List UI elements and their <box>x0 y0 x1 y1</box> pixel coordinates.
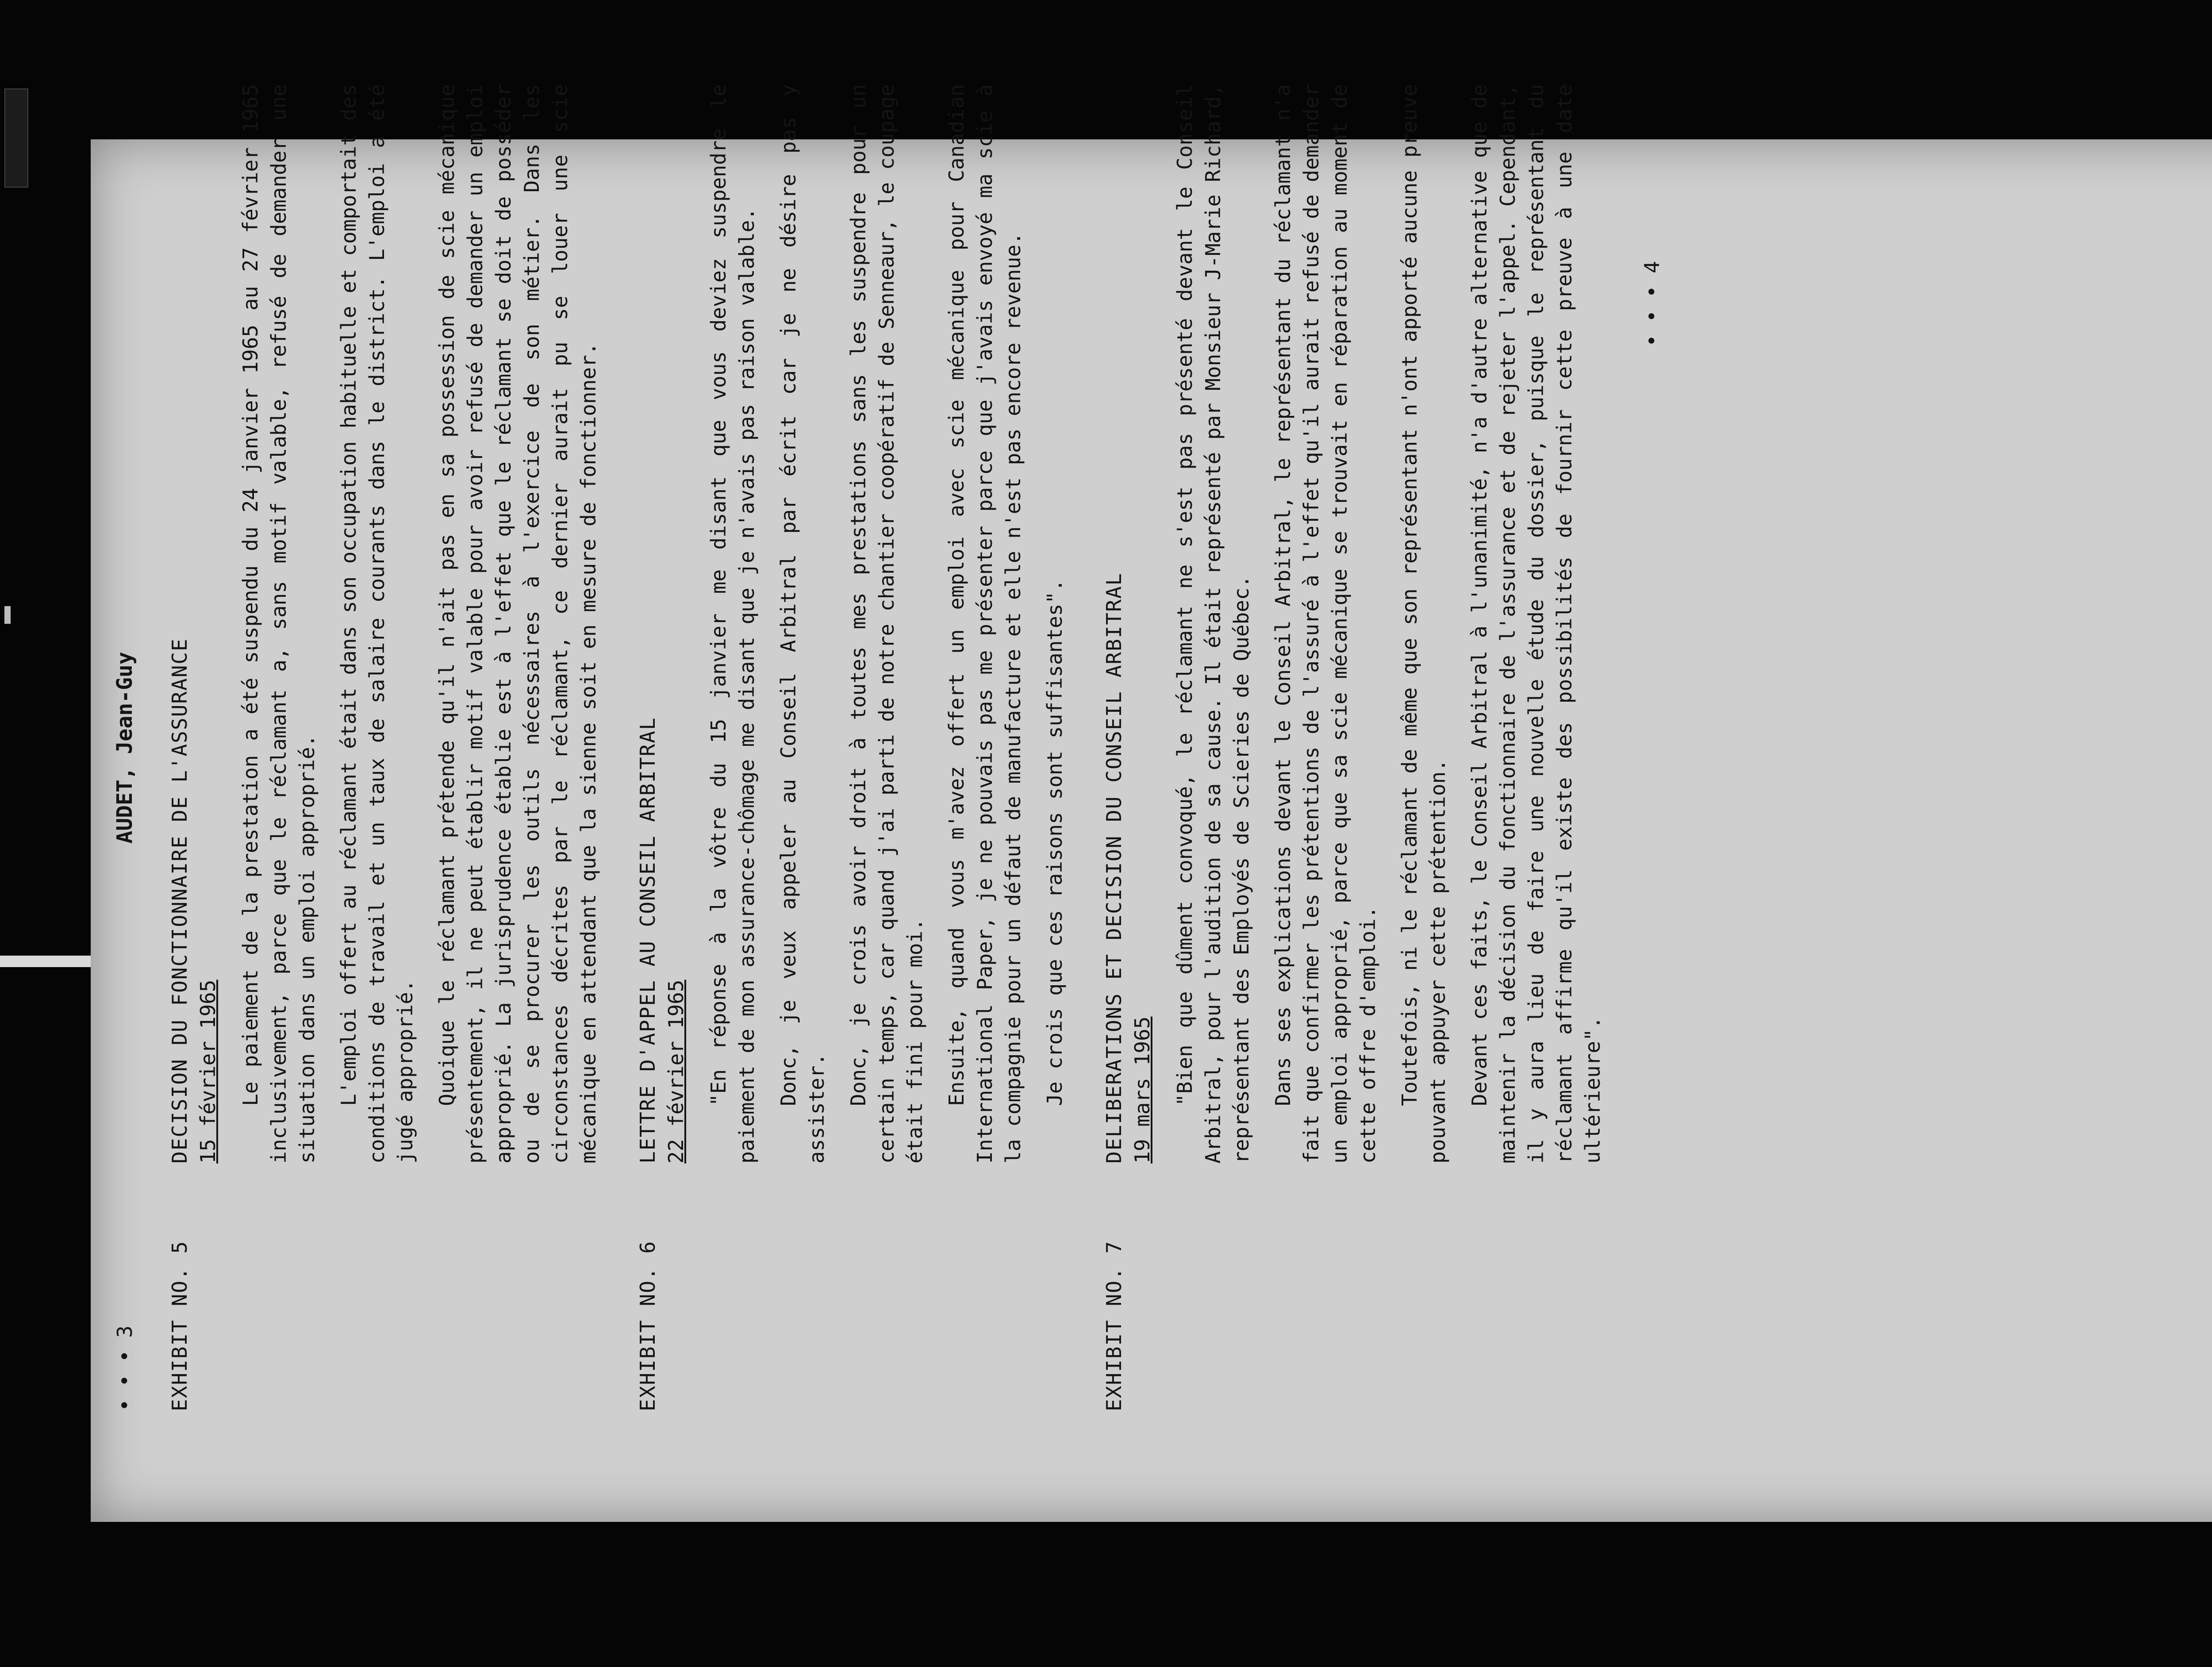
exhibit-label: EXHIBIT NO. 6 <box>636 1240 660 1411</box>
rotated-text-block <box>111 84 2212 1411</box>
exhibit-heading: DELIBERATIONS ET DECISION DU CONSEIL ARBITRAL <box>1102 572 1126 1164</box>
exhibit-body <box>1100 84 1620 1164</box>
paragraph: Quoique le réclamant prétende qu'il n'ait pas en sa possession de scie mécanique présentement, il ne peut établir motif valable pour avoir refusé de demander un emploi approprié. La jurisprudence établie est à l'effet que le réclamant se doit de posséder ou de se procurer les outils nécessaires à l'exercice de son métier. Dans les circonstances décrites par le réclamant, ce dernier aurait pu se louer une scie mécanique en attendant que la sienne soit en mesure de fonctionner. <box>435 84 600 1164</box>
exhibit-label: EXHIBIT NO. 5 <box>168 1240 192 1411</box>
paragraph: Ensuite, quand vous m'avez offert un emploi avec scie mécanique pour Canadian International Paper, je ne pouvais pas me présenter parce que j'avais envoyé ma scie à la compagnie pour un défaut de manufacture et elle n'est pas encore revenue. <box>945 84 1025 1164</box>
exhibit-date: 15 février 1965 <box>196 979 220 1164</box>
exhibit-heading: LETTRE D'APPEL AU CONSEIL ARBITRAL <box>636 717 660 1164</box>
paragraph: "En réponse à la vôtre du 15 janvier me disant que vous deviez suspendre le paiement de mon assurance-chômage me disant que je n'avais pas raison valable. <box>707 84 759 1164</box>
paragraph: Donc, je veux appeler au Conseil Arbitral par écrit car je ne désire pas y assister. <box>776 84 829 1164</box>
page-number: • • • 3 <box>113 1325 137 1411</box>
exhibit-date: 19 mars 1965 <box>1130 1016 1154 1164</box>
header <box>111 84 139 1411</box>
paragraph: "Bien que dûment convoqué, le réclamant ne s'est pas présenté devant le Conseil Arbitral, pour l'audition de sa cause. Il était représenté par Monsieur J-Marie Richard, représentant des Employés de Scieries de Québec. <box>1173 84 1253 1164</box>
exhibit-5 <box>165 84 616 1411</box>
film-stripe-left <box>0 956 106 967</box>
exhibit-6 <box>634 84 1082 1411</box>
paragraph: Je crois que ces raisons sont suffisantes". <box>1043 579 1067 1106</box>
paragraph: Le paiement de la prestation a été suspendu du 24 janvier 1965 au 27 février 1965 inclusivement, parce que le réclamant a, sans motif valable, refusé de demander une situation dans un emploi approprié. <box>238 84 319 1164</box>
paragraph: L'emploi offert au réclamant était dans son occupation habituelle et comportait des conditions de travail et un taux de salaire courants dans le district. L'emploi a été jugé approprié. <box>337 84 417 1164</box>
exhibit-date: 22 février 1965 <box>664 979 688 1164</box>
exhibit-heading: DECISION DU FONCTIONNAIRE DE L'ASSURANCE <box>168 638 192 1164</box>
continuation-marker: • • • 4 <box>1640 261 1664 347</box>
paragraph: Dans ses explications devant le Conseil Arbitral, le représentant du réclamant n'a fait que confirmer les prétentions de l'assuré à l'effet qu'il aurait refusé de demander un emploi approprié, parce que sa scie mécanique se trouvait en réparation au moment de cette offre d'emploi. <box>1271 84 1380 1164</box>
film-edge-mark <box>4 606 11 624</box>
film-corner-mark <box>4 88 28 188</box>
paragraph: Toutefois, ni le réclamant de même que son représentant n'ont apporté aucune preuve pouvant appuyer cette prétention. <box>1398 84 1450 1164</box>
header-name: AUDET, Jean-Guy <box>112 652 137 844</box>
exhibit-label: EXHIBIT NO. 7 <box>1102 1240 1126 1411</box>
exhibit-7 <box>1100 84 1620 1411</box>
exhibit-body <box>634 84 1082 1164</box>
paragraph: Devant ces faits, le Conseil Arbitral à l'unanimité, n'a d'autre alternative que de maintenir la décision du fonctionnaire de l'assurance et de rejeter l'appel. Cependant, il y aura lieu de faire une nouvelle étude du dossier, puisque le représentant du réclamant affirme qu'il existe des possibilités de fournir cette preuve à une date ultérieure". <box>1467 84 1605 1164</box>
paragraph: Donc, je crois avoir droit à toutes mes prestations sans les suspendre pour un certain temps, car quand j'ai parti de notre chantier coopératif de Senneaur, le coupage était fini pour moi. <box>846 84 927 1164</box>
exhibit-body <box>165 84 616 1164</box>
